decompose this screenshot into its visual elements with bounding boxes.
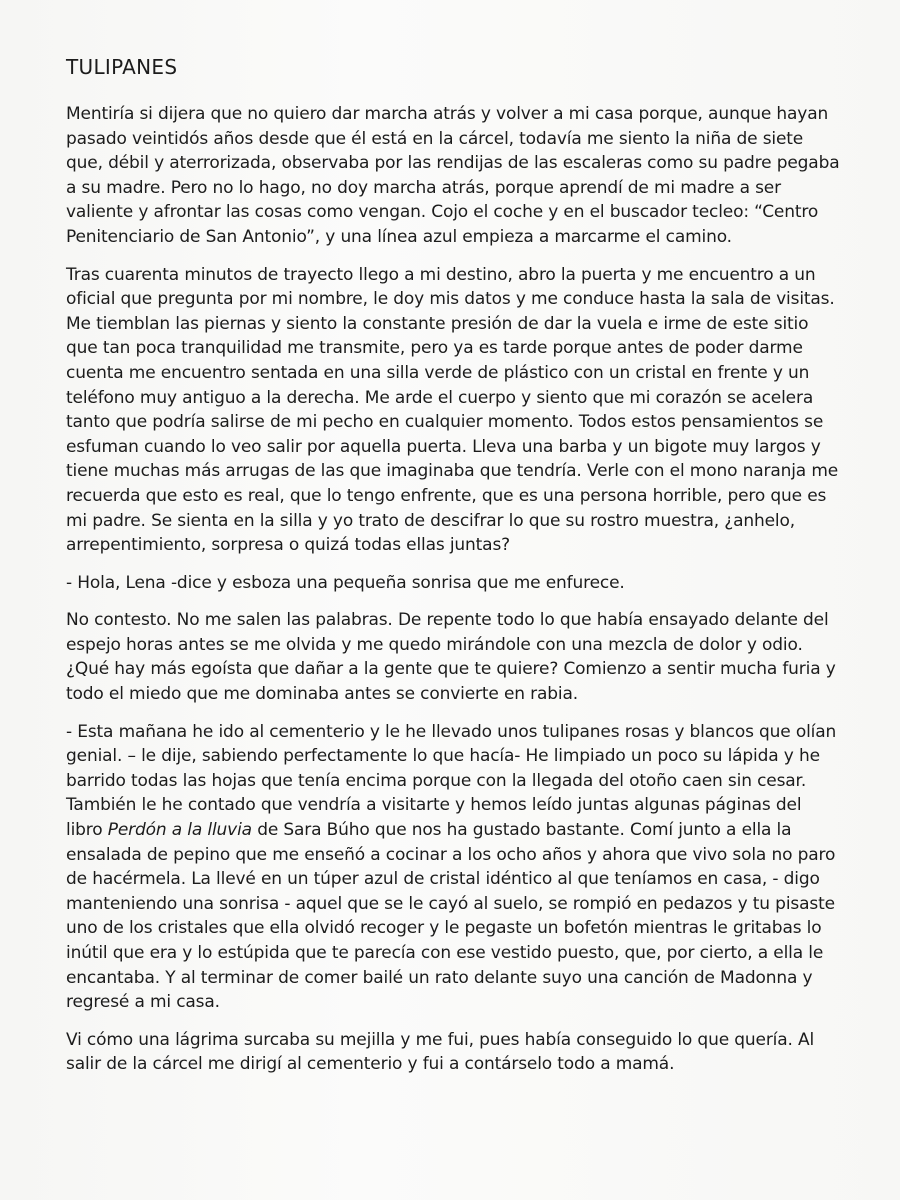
paragraph-5-text-before: - Esta mañana he ido al cementerio y le he llevado unos tulipanes rosas y blancos que olían genial. – le dije, sabiendo perfectamente lo que hacía- He limpiado un poco su lápida y he barrido todas las hojas que tenía encima porque con la llegada del otoño caen sin cesar. También le he contado que vendría a visitarte y hemos leído juntas algunas páginas del libro — [66, 721, 837, 841]
paragraph-4: No contesto. No me salen las palabras. De repente todo lo que había ensayado delante del espejo horas antes se me olvida y me quedo mirándole con una mezcla de dolor y odio. ¿Qué hay más egoísta que dañar a la gente que te quiere? Comienzo a sentir mucha furia y todo el miedo que me dominaba antes se convierte en rabia. — [66, 610, 836, 705]
paragraph-5 — [66, 720, 842, 1015]
book-title: Perdón a la lluvia — [107, 820, 252, 841]
paragraph-2: Tras cuarenta minutos de trayecto llego a mi destino, abro la puerta y me encuentro a un oficial que pregunta por mi nombre, le doy mis datos y me conduce hasta la sala de visitas. Me tiemblan las piernas y siento la constante presión de dar la vuela e irme de este sitio que tan poca tranquilidad me transmite, pero ya es tarde porque antes de poder darme cuenta me encuentro sentada en una silla verde de plástico con un cristal en frente y un teléfono muy antiguo a la derecha. Me arde el cuerpo y siento que mi corazón se acelera tanto que podría salirse de mi pecho en cualquier momento. Todos estos pensamientos se esfuman cuando lo veo salir por aquella puerta. Lleva una barba y un bigote muy largos y tiene muchas más arrugas de las que imaginaba que tendría. Verle con el mono naranja me recuerda que esto es real, que lo tengo enfrente, que es una persona horrible, pero que es mi padre. Se sienta en la silla y yo trato de descifrar lo que su rostro muestra, ¿anhelo, arrepentimiento, sorpresa o quizá todas ellas juntas? — [66, 264, 839, 556]
paragraph-5-text-after: de Sara Búho que nos ha gustado bastante. Comí junto a ella la ensalada de pepino que me enseñó a cocinar a los ocho años y ahora que vivo sola no paro de hacérmela. La llevé en un túper azul de cristal idéntico al que teníamos en casa, - digo manteniendo una sonrisa - aquel que se le cayó al suelo, se rompió en pedazos y tu pisaste uno de los cristales que ella olvidó recoger y le pegaste un bofetón mientras le gritabas lo inútil que era y lo estúpida que te parecía con ese vestido puesto, que, por cierto, a ella le encantaba. Y al terminar de comer bailé un rato delante suyo una canción de Madonna y regresé a mi casa. — [66, 820, 836, 1013]
paragraph-6: Vi cómo una lágrima surcaba su mejilla y me fui, pues había conseguido lo que quería. Al salir de la cárcel me dirigí al cementerio y fui a contárselo todo a mamá. — [66, 1029, 815, 1075]
document-title: TULIPANES — [66, 55, 178, 79]
paragraph-3: - Hola, Lena -dice y esboza una pequeña sonrisa que me enfurece. — [66, 572, 625, 593]
paragraph-1: Mentiría si dijera que no quiero dar marcha atrás y volver a mi casa porque, aunque hayan pasado veintidós años desde que él está en la cárcel, todavía me siento la niña de siete que, débil y aterrorizada, observaba por las rendijas de las escaleras como su padre pegaba a su madre. Pero no lo hago, no doy marcha atrás, porque aprendí de mi madre a ser valiente y afrontar las cosas como vengan. Cojo el coche y en el buscador tecleo: “Centro Penitenciario de San Antonio”, y una línea azul empieza a marcarme el camino. — [66, 104, 840, 247]
